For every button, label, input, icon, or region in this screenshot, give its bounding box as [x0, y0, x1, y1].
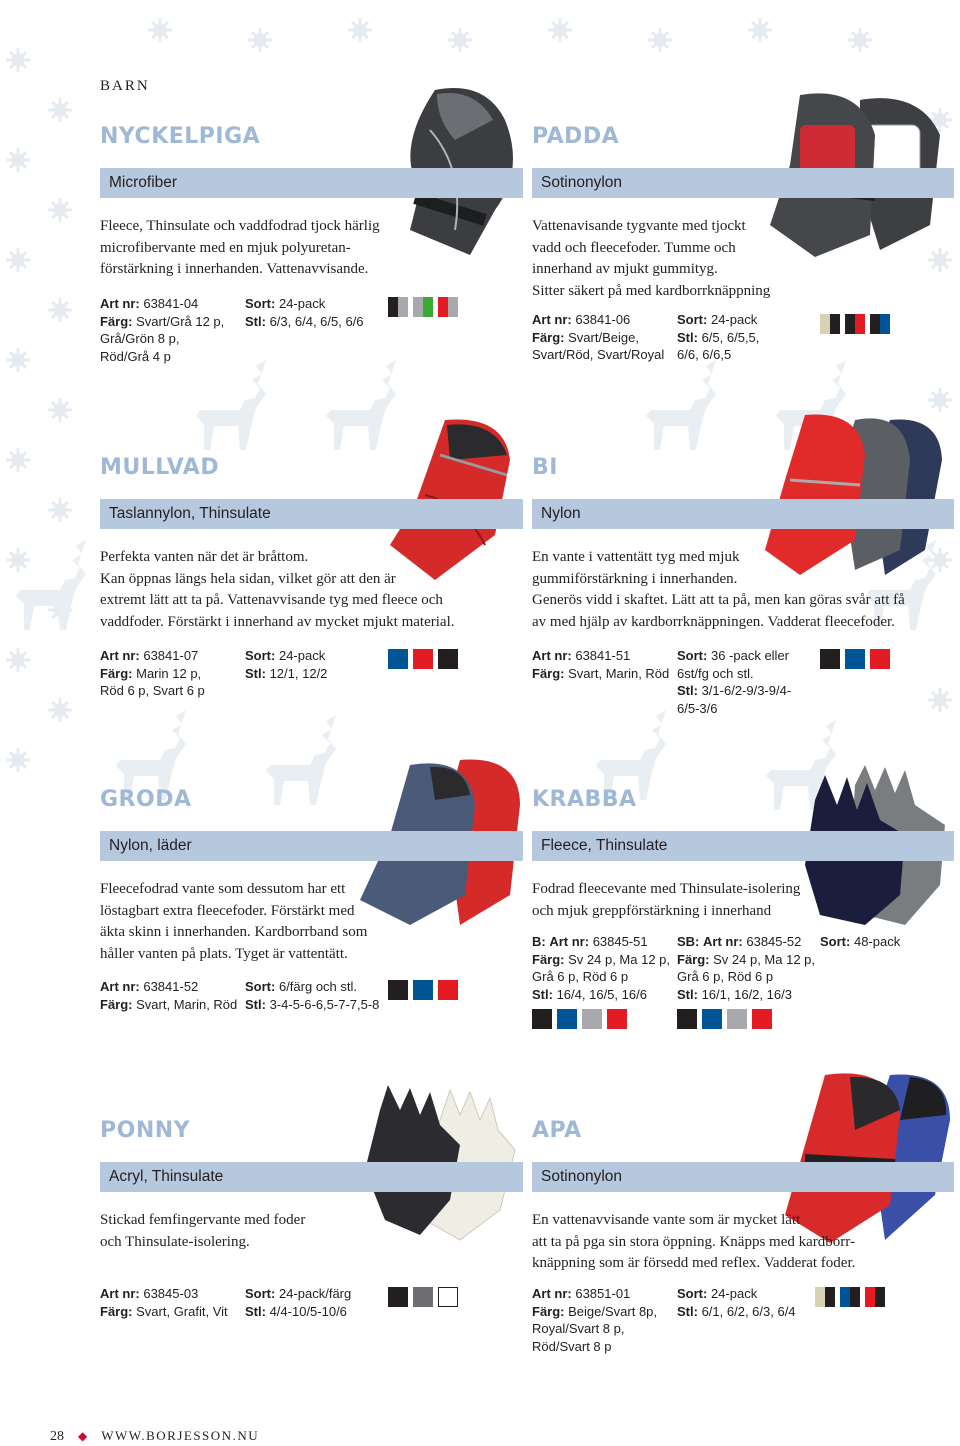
- color-swatches: [388, 297, 458, 317]
- swatch-svart: [438, 649, 458, 669]
- swatch-rod: [752, 1009, 772, 1029]
- product-description: Fodrad fleecevante med Thinsulate-isolering och mjuk greppförstärkning i innerhand: [532, 881, 801, 919]
- website-link[interactable]: WWW.BORJESSON.NU: [101, 1428, 260, 1443]
- swatch-gra-gron: [413, 297, 433, 317]
- color-swatches: [820, 314, 890, 334]
- color-swatches: [820, 649, 890, 669]
- product-apa: [532, 1116, 957, 1275]
- swatch-royal-svart: [840, 1287, 860, 1307]
- color-swatches: [815, 1287, 885, 1307]
- product-title: KRABBA: [532, 787, 637, 812]
- product-title: BI: [532, 455, 558, 480]
- swatch-gra: [582, 1009, 602, 1029]
- swatch-marin: [702, 1009, 722, 1029]
- swatch-marin: [557, 1009, 577, 1029]
- product-ponny: [100, 1116, 525, 1253]
- bullet-icon: ◆: [78, 1429, 88, 1443]
- swatch-marin: [413, 980, 433, 1000]
- product-title: NYCKELPIGA: [100, 124, 261, 149]
- product-description: Perfekta vanten när det är bråttom. Kan öppnas längs hela sidan, vilket gör att den är extremt lätt att ta på. Vattenavvisande tyg med fleece och vaddfoder. Förstärkt i innerhand av mycket mjukt material.: [100, 549, 455, 630]
- swatch-vit: [438, 1287, 458, 1307]
- swatch-svart: [532, 1009, 552, 1029]
- material-bar: Nylon: [532, 499, 954, 529]
- info-sort: Sort: 24-pack/färg Stl: 4/4-10/5-10/6: [245, 1286, 352, 1319]
- product-nyckelpiga: [100, 122, 525, 281]
- color-swatches: [388, 980, 458, 1000]
- color-swatches: [388, 649, 458, 669]
- info-sort: Sort: 24-pack Stl: 6/1, 6/2, 6/3, 6/4: [677, 1286, 796, 1319]
- color-swatches-sb: [677, 1009, 772, 1029]
- swatch-rod: [438, 980, 458, 1000]
- info-art: Art nr: 63841-52 Färg: Svart, Marin, Röd: [100, 979, 238, 1012]
- swatch-marin: [845, 649, 865, 669]
- info-art: Art nr: 63851-01 Färg: Beige/Svart 8p, Royal/Svart 8 p, Röd/Svart 8 p: [532, 1286, 658, 1354]
- color-swatches: [388, 1287, 458, 1307]
- swatch-gra: [727, 1009, 747, 1029]
- material-bar: Fleece, Thinsulate: [532, 831, 954, 861]
- color-swatches-b: [532, 1009, 627, 1029]
- swatch-rod: [607, 1009, 627, 1029]
- swatch-svart-rod: [845, 314, 865, 334]
- product-description: Stickad femfingervante med foder och Thinsulate-isolering.: [100, 1212, 306, 1250]
- page-footer: [50, 1428, 259, 1445]
- info-sb: SB: Art nr: 63845-52 Färg: Sv 24 p, Ma 12 p, Grå 6 p, Röd 6 p Stl: 16/1, 16/2, 16/3: [677, 934, 816, 1002]
- info-art: Art nr: 63845-03 Färg: Svart, Grafit, Vit: [100, 1286, 228, 1319]
- material-bar: Taslannylon, Thinsulate: [100, 499, 523, 529]
- swatch-rod: [413, 649, 433, 669]
- product-description: En vante i vattentätt tyg med mjuk gummiförstärkning i innerhanden. Generös vidd i skaftet. Lätt att ta på, men kan göras svår att få av med hjälp av kardborrknäppningen. Vadderat fleecefoder.: [532, 549, 905, 630]
- swatch-svart: [388, 980, 408, 1000]
- product-krabba: [532, 785, 957, 922]
- product-title: PONNY: [100, 1118, 191, 1143]
- info-art: Art nr: 63841-51 Färg: Svart, Marin, Röd: [532, 648, 670, 681]
- product-bi: [532, 453, 957, 633]
- product-groda: [100, 785, 525, 965]
- swatch-grafit: [413, 1287, 433, 1307]
- swatch-svart-beige: [820, 314, 840, 334]
- swatch-svart: [820, 649, 840, 669]
- product-title: PADDA: [532, 124, 620, 149]
- material-bar: Sotinonylon: [532, 168, 954, 198]
- swatch-beige-svart: [815, 1287, 835, 1307]
- material-bar: Acryl, Thinsulate: [100, 1162, 523, 1192]
- product-padda: [532, 122, 957, 302]
- info-art: Art nr: 63841-04 Färg: Svart/Grå 12 p, Grå/Grön 8 p, Röd/Grå 4 p: [100, 296, 225, 364]
- swatch-svart-royal: [870, 314, 890, 334]
- swatch-svart: [677, 1009, 697, 1029]
- product-description: Fleecefodrad vante som dessutom har ett löstagbart extra fleecefoder. Förstärkt med äkta skinn i innerhanden. Kardborrband som håller vanten på plats. Tyget är vattentätt.: [100, 881, 368, 962]
- info-sort: Sort: 36 -pack eller 6st/fg och stl. Stl: 3/1-6/2-9/3-9/4- 6/5-3/6: [677, 648, 792, 716]
- info-sort: Sort: 48-pack: [820, 934, 901, 949]
- info-art: Art nr: 63841-07 Färg: Marin 12 p, Röd 6 p, Svart 6 p: [100, 648, 205, 698]
- info-sort: Sort: 24-pack Stl: 6/5, 6/5,5, 6/6, 6/6,5: [677, 312, 760, 362]
- info-b: B: Art nr: 63845-51 Färg: Sv 24 p, Ma 12 p, Grå 6 p, Röd 6 p Stl: 16/4, 16/5, 16/6: [532, 934, 671, 1002]
- swatch-rod-gra: [438, 297, 458, 317]
- material-bar: Nylon, läder: [100, 831, 523, 861]
- info-sort: Sort: 24-pack Stl: 12/1, 12/2: [245, 648, 328, 681]
- product-description: En vattenavvisande vante som är mycket lätt att ta på pga sin stora öppning. Knäpps med kardborr- knäppning som är försedd med reflex. Vadderat foder.: [532, 1212, 856, 1271]
- product-title: MULLVAD: [100, 455, 220, 480]
- product-description: Vattenavisande tygvante med tjockt vadd och fleecefoder. Tumme och innerhand av mjukt gummityg. Sitter säkert på med kardborrknäppning: [532, 218, 771, 299]
- material-bar: Microfiber: [100, 168, 523, 198]
- info-sort: Sort: 6/färg och stl. Stl: 3-4-5-6-6,5-7-7,5-8: [245, 979, 380, 1012]
- swatch-rod-svart: [865, 1287, 885, 1307]
- info-art: Art nr: 63841-06 Färg: Svart/Beige, Svart/Röd, Svart/Royal: [532, 312, 665, 362]
- page-number: 28: [50, 1429, 64, 1444]
- info-sort: Sort: 24-pack Stl: 6/3, 6/4, 6/5, 6/6: [245, 296, 364, 329]
- swatch-svart: [388, 1287, 408, 1307]
- product-title: APA: [532, 1118, 582, 1143]
- section-label: BARN: [100, 78, 150, 94]
- swatch-marin: [388, 649, 408, 669]
- product-description: Fleece, Thinsulate och vaddfodrad tjock härlig microfibervante med en mjuk polyuretan- förstärkning i innerhanden. Vattenavvisande.: [100, 218, 380, 277]
- swatch-rod: [870, 649, 890, 669]
- product-mullvad: [100, 453, 525, 633]
- material-bar: Sotinonylon: [532, 1162, 954, 1192]
- swatch-svart-gra: [388, 297, 408, 317]
- product-title: GRODA: [100, 787, 192, 812]
